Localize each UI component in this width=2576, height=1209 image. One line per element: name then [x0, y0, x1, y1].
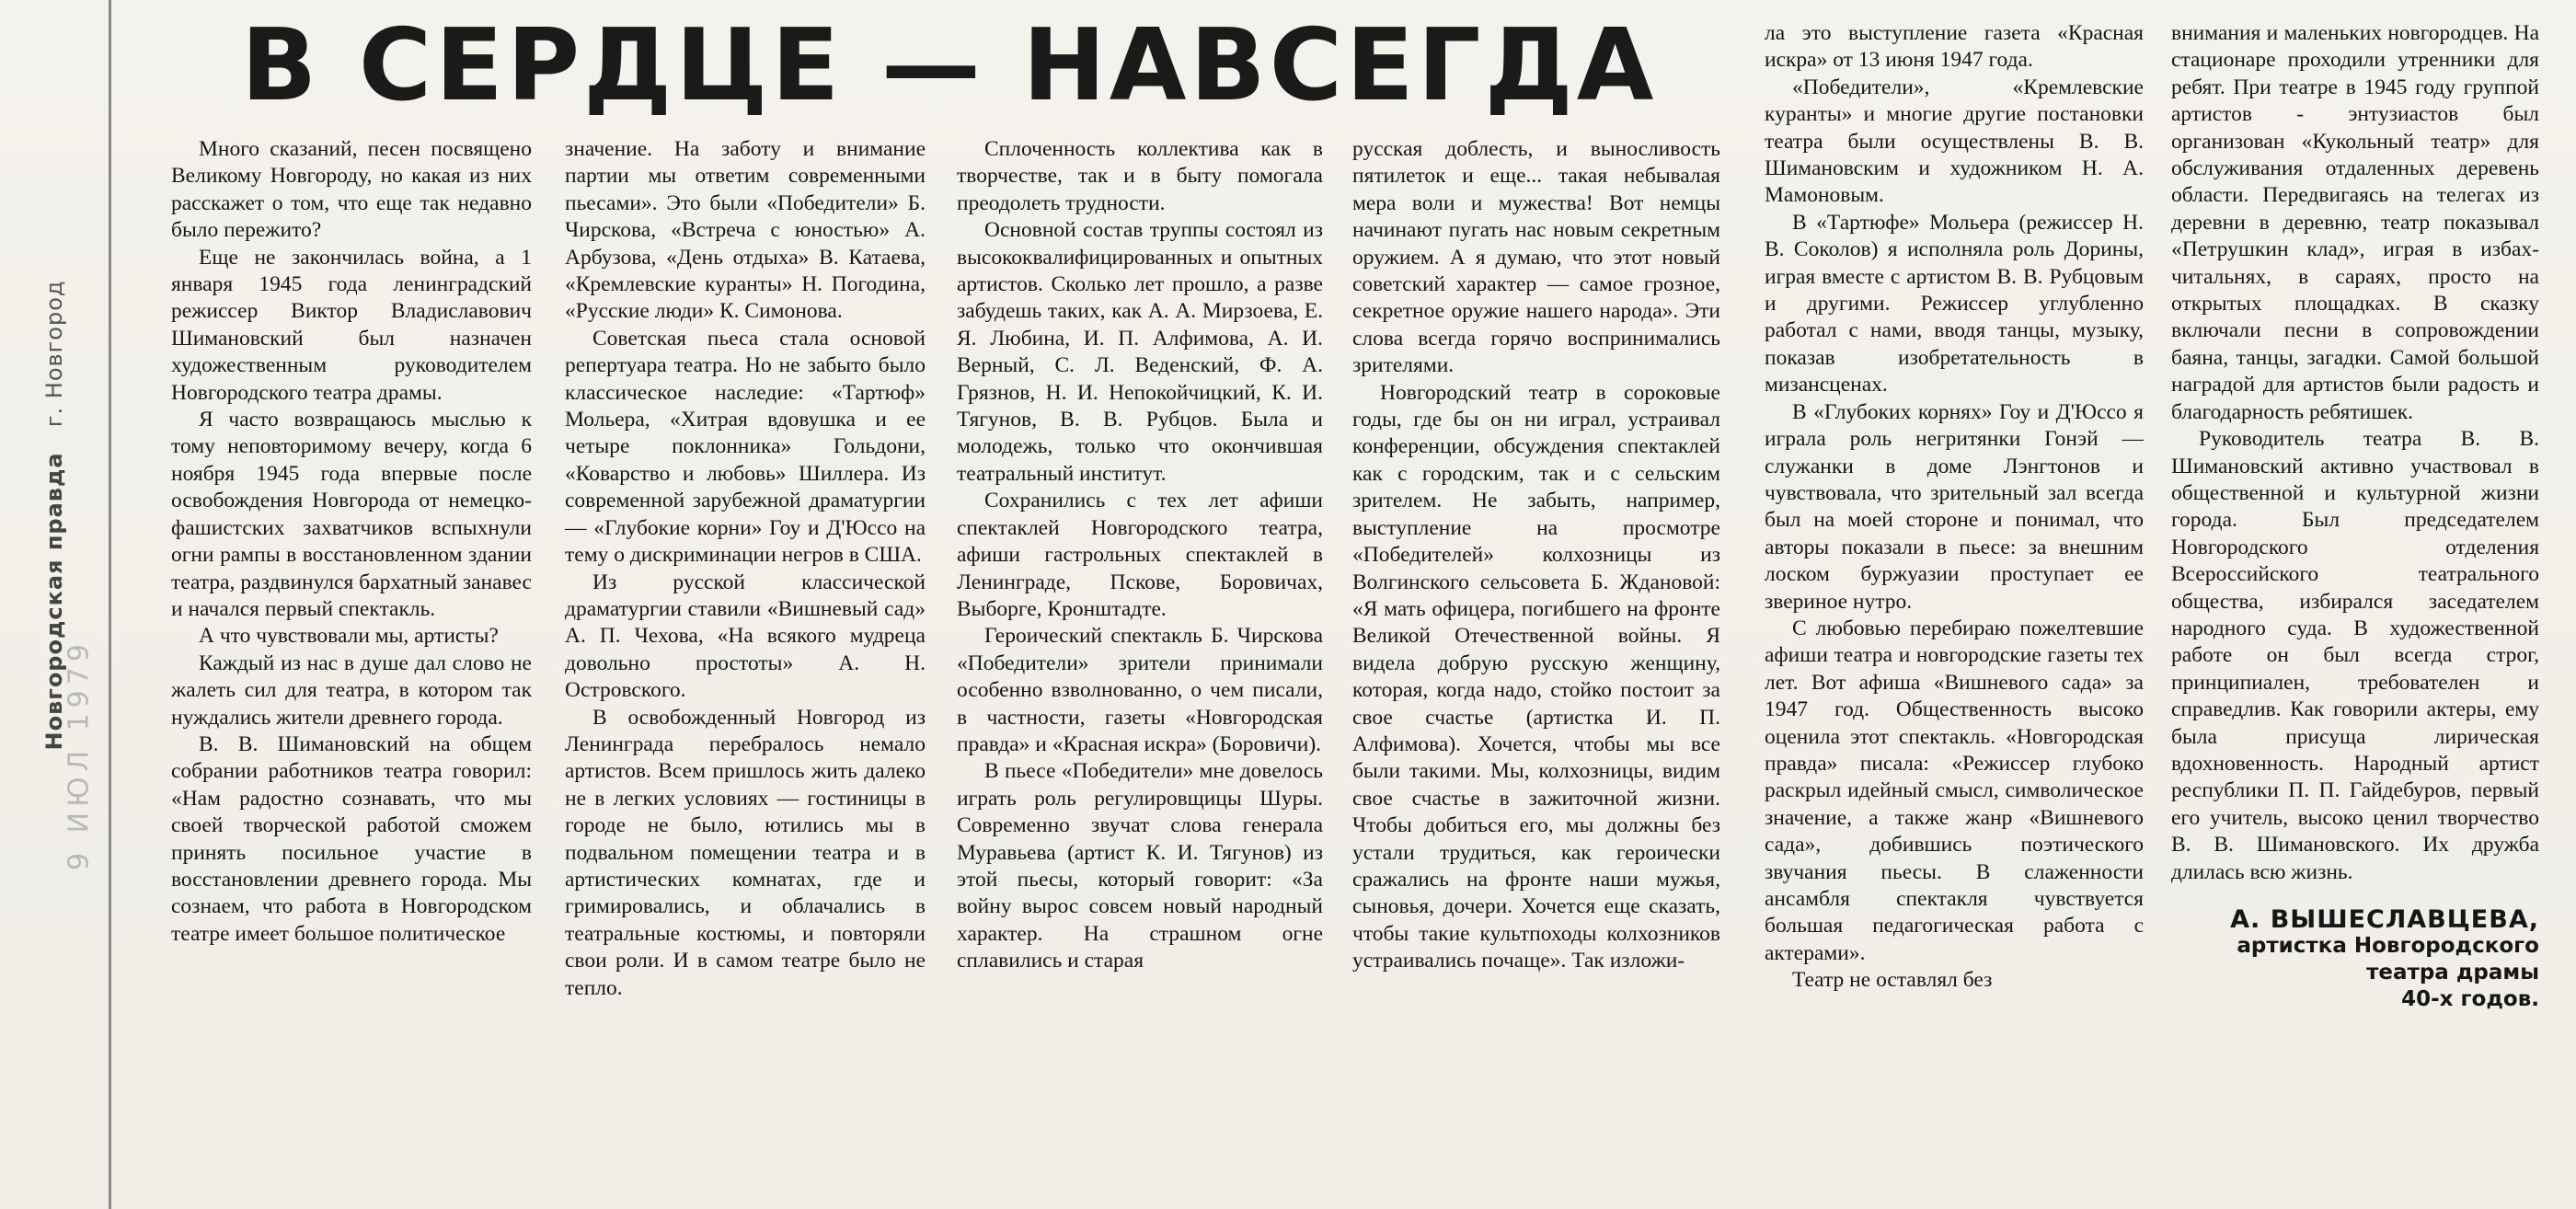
author-name: А. ВЫШЕСЛАВЦЕВА, [2230, 905, 2539, 934]
article-column-4 [1352, 136, 1720, 1209]
paragraph: Советская пьеса стала основой репертуара театра. Но не забыто было классическое наследие: «Тартюф» Мольера, «Хитрая вдовушка и ее четыре поклонника» Гольдони, «Коварство и любовь» Шиллера. Из современной зарубежной драматургии — «Глубокие корни» Гоу и Д'Юссо на тему о дискриминации негров в США. [565, 326, 926, 568]
paragraph: Из русской классической драматургии ставили «Вишневый сад» А. П. Чехова, «На всякого мудреца довольно простоты» А. Н. Островского. [565, 570, 926, 703]
article-column-1 [171, 136, 532, 1209]
paragraph: Новгородский театр в сороковые годы, где бы он ни играл, устраивал конференции, обсуждения спектаклей как с городским, так и с сельским зрителем. Не забыть, например, выступление на просмотре «Победителей» колхозницы из Волгинского сельсовета Б. Ждановой: «Я мать офицера, погибшего на фронте Великой Отечественной войны. Я видела добрую русскую женщину, которая, когда надо, стойко постоит за свое счастье (артистка И. П. Алфимова). Хочется, чтобы мы все были такими. Мы, колхозницы, видим свое счастье в зажиточной жизни. Чтобы добиться его, мы должны без устали трудиться, как героически сражались на фронте наши мужья, сыновья, дочери. Хочется еще сказать, чтобы такие культпоходы колхозников устраивались почаще». Так изложи- [1352, 380, 1720, 973]
paragraph: В «Тартюфе» Мольера (режиссер Н. В. Соколов) я исполняла роль Дорины, играя вместе с артистом В. В. Рубцовым и другими. Режиссер углубленно работал с нами, вводя танцы, музыку, показав изобретательность в мизансценах. [1765, 210, 2144, 397]
signature [2171, 906, 2539, 1013]
paragraph: русская доблесть, и выносливость пятилеток и еще... такая небывалая мера воли и мужества! Вот немцы начинают пугать нас новым секретным оружием. А я думаю, что этот новый советский характер — самое грозное, секретное оружие нашего народа». Эти слова всегда горячо воспринимались зрителями. [1352, 137, 1720, 378]
paragraph: В «Глубоких корнях» Гоу и Д'Юссо я играла роль негритянки Гонэй — служанки в доме Лэнгтонов и чувствовала, что зрительный зал всегда был на моей стороне и понимал, что авторы показали в пьесе: за внешним лоском буржуазии проступает ее звериное нутро. [1765, 399, 2144, 614]
paragraph: Героический спектакль Б. Чирскова «Победители» зрители принимали особенно взволнованно, о чем писали, в частности, газеты «Новгородская правда» и «Красная искра» (Боровичи). [957, 624, 1323, 756]
paragraph: В пьесе «Победители» мне довелось играть роль регулировщицы Шуры. Современно звучат слова генерала Муравьева (артист К. И. Тягунов) из этой пьесы, который говорит: «За войну вырос совсем новый народный характер. На страшном огне сплавились и старая [957, 759, 1323, 973]
date-stamp: 9 ИЮЛ 1979 [63, 639, 96, 870]
clipping-margin [0, 0, 111, 1209]
paragraph: значение. На заботу и внимание партии мы ответим современными пьесами». Это были «Победители» Б. Чирскова, «Встреча с юностью» А. Арбузова, «День отдыха» В. Катаева, «Кремлевские куранты» Н. Погодина, «Русские люди» К. Симонова. [565, 137, 926, 324]
paragraph: «Победители», «Кремлевские куранты» и многие другие постановки театра были осуществлены В. В. Шимановским и художником Н. А. Мамоновым. [1765, 75, 2144, 208]
paragraph: В освобожденный Новгород из Ленинграда перебралось немало артистов. Всем пришлось жить далеко не в легких условиях — гостиницы в городе не было, ютились мы в подвальном помещении театра и в артистических комнатах, где и гримировались, и облачались в театральные костюмы, и повторяли свои роли. И в самом театре было не тепло. [565, 705, 926, 1000]
paragraph: Я часто возвращаюсь мыслью к тому неповторимому вечеру, когда 6 ноября 1945 года впервые после освобождения Новгорода от немецко-фашистских захватчиков вспыхнули огни рампы в восстановленном здании театра, раздвинулся бархатный занавес и начался первый спектакль. [171, 408, 532, 621]
article-column-6 [2171, 20, 2539, 1209]
paragraph: С любовью перебираю пожелтевшие афиши театра и новгородские газеты тех лет. Вот афиша «Вишневого сада» за 1947 год. Общественность высоко оценила этот спектакль. «Новгородская правда» писала: «Режиссер глубоко раскрыл идейный смысл, символическое значение, а также жанр «Вишневого сада», добившись поэтического звучания пьесы. В слаженности ансамбля спектакля чувствуется большая педагогическая работа с актерами». [1765, 616, 2144, 965]
author-role-1: артистка Новгородского [2237, 934, 2539, 958]
source-name: Новгородская правда [41, 452, 67, 751]
article-column-3 [957, 136, 1323, 1209]
source-city: г. Новгород [41, 280, 67, 428]
paragraph: Еще не закончилась война, а 1 января 1945 года ленинградский режиссер Виктор Владиславович Шимановский был назначен художественным руководителем Новгородского театра драмы. [171, 245, 532, 405]
paragraph: Сохранились с тех лет афиши спектаклей Новгородского театра, афиши гастрольных спектаклей в Ленинграде, Пскове, Боровичах, Выборге, Кронштадте. [957, 489, 1323, 621]
paragraph: А что чувствовали мы, артисты? [199, 624, 499, 649]
article-column-2 [565, 136, 926, 1209]
paragraph: Руководитель театра В. В. Шимановский активно участвовал в общественной и культурной жизни города. Был председателем Новгородского отделения Всероссийского театрального общества, избирался заседателем народного суда. В художественной работе он был всегда строг, принципиален, требователен и справедлив. Как говорили актеры, ему была присуща лирическая вдохновенность. Народный артист республики П. П. Гайдебуров, первый его учитель, высоко ценил творчество В. В. Шимановского. Их дружба длилась всю жизнь. [2171, 427, 2539, 884]
author-role-2: театра драмы [2366, 961, 2539, 984]
paragraph: Каждый из нас в душе дал слово не жалеть сил для театра, в котором так нуждались жители древнего города. [171, 651, 532, 730]
author-role-3: 40-х годов. [2401, 987, 2539, 1011]
paragraph: Театр не оставлял без [1792, 968, 1993, 993]
paragraph: Много сказаний, песен посвящено Великому Новгороду, но какая из них расскажет о том, что еще так недавно было пережито? [171, 137, 532, 243]
article-column-5 [1765, 20, 2144, 1209]
paragraph: Сплоченность коллектива как в творчестве, так и в быту помогала преодолеть трудности. [957, 137, 1323, 215]
paragraph: В. В. Шимановский на общем собрании работников театра говорил: «Нам радостно сознавать, что мы своей творческой работой сможем принять посильное участие в восстановлении древнего города. Мы сознаем, что работа в Новгородском театре имеет большое политическое [171, 731, 532, 946]
headline: В СЕРДЦЕ — НАВСЕГДА [241, 8, 1658, 123]
paragraph: внимания и маленьких новгородцев. На стационаре проходили утренники для ребят. При театре в 1945 году группой артистов - энтузиастов был организован «Кукольный театр» для обслуживания отдаленных деревень области. Передвигаясь на телегах из деревни в деревню, театр показывал «Петрушкин клад», играя в избах-читальнях, в сараях, просто на открытых площадках. В сказку включали песни в сопровождении баяна, танцы, загадки. Самой большой наградой для артистов были радость и благодарность ребятишек. [2171, 21, 2539, 424]
paragraph: ла это выступление газета «Красная искра» от 13 июня 1947 года. [1765, 21, 2144, 73]
paragraph: Основной состав труппы состоял из высококвалифицированных и опытных артистов. Сколько лет прошло, а разве забудешь таких, как А. А. Мирзоева, Е. Я. Любина, И. П. Алфимова, А. И. Верный, С. Л. Веденский, Ф. А. Грязнов, Н. И. Непокойчицкий, К. И. Тягунов, В. В. Рубцов. Была и молодежь, только что окончившая театральный институт. [957, 218, 1323, 486]
